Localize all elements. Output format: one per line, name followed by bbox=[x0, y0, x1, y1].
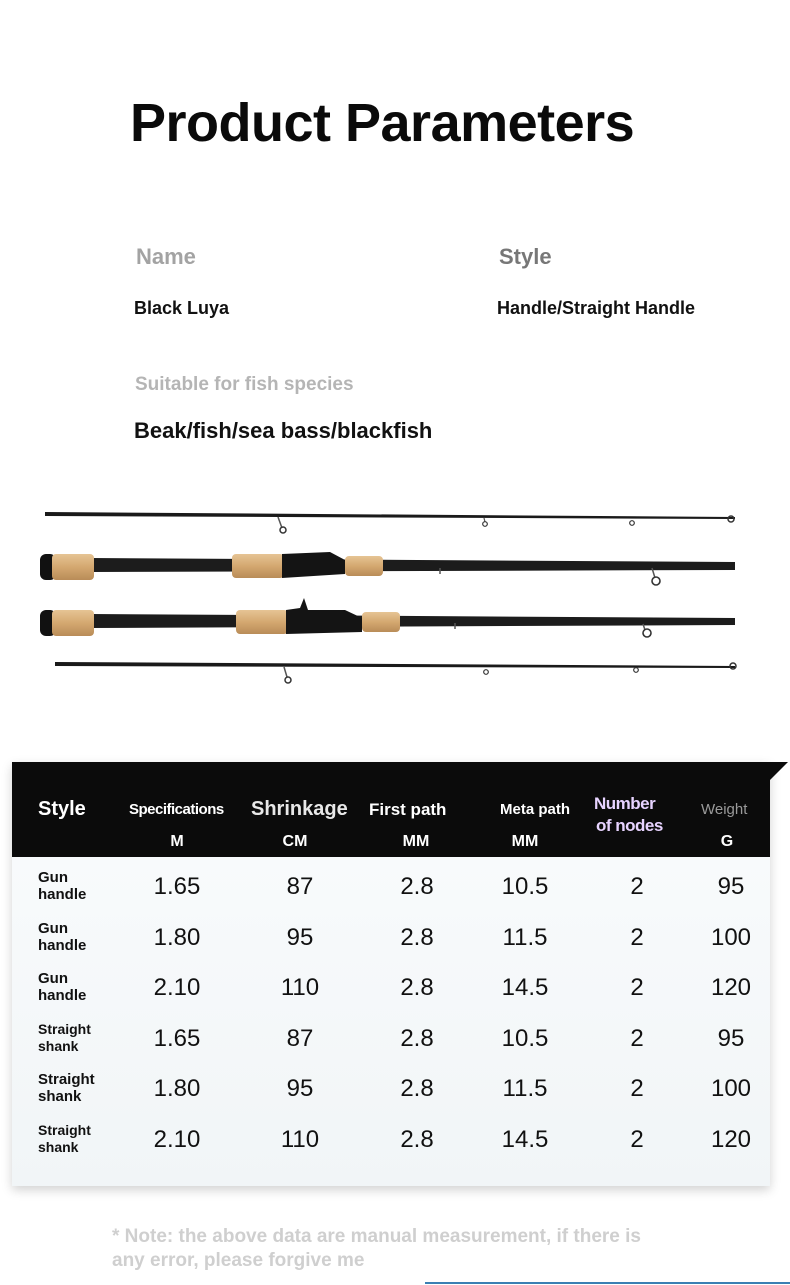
row-nodes: 2 bbox=[630, 1025, 644, 1052]
row-meta: 10.5 bbox=[501, 1025, 549, 1052]
header-specifications: Specifications bbox=[129, 801, 224, 818]
row-spec: 1.80 bbox=[153, 1075, 201, 1102]
row-weight: 95 bbox=[717, 873, 745, 900]
row-weight: 100 bbox=[710, 924, 752, 951]
row-shrink: 110 bbox=[280, 974, 320, 1001]
table-row bbox=[12, 962, 770, 1012]
header-weight: Weight bbox=[701, 801, 748, 818]
row-nodes: 2 bbox=[630, 924, 644, 951]
row-spec: 1.65 bbox=[153, 873, 201, 900]
row-meta: 11.5 bbox=[502, 1075, 548, 1102]
row-first: 2.8 bbox=[400, 1075, 434, 1102]
rod-tip-section-4 bbox=[55, 662, 736, 683]
fishing-rods-image bbox=[0, 490, 790, 700]
row-style: Gun handle bbox=[38, 869, 87, 903]
row-first: 2.8 bbox=[400, 873, 434, 900]
header-shrink-unit: CM bbox=[282, 833, 308, 850]
page-title: Product Parameters bbox=[130, 93, 635, 153]
rod-handle-section-2 bbox=[40, 552, 735, 585]
row-style: Straight shank bbox=[38, 1021, 91, 1054]
rod-tip-section-1 bbox=[45, 512, 735, 533]
parameters-table bbox=[12, 762, 770, 1186]
row-weight: 120 bbox=[710, 1126, 752, 1153]
table-row bbox=[12, 861, 770, 911]
table-header bbox=[12, 762, 770, 857]
row-first: 2.8 bbox=[400, 924, 434, 951]
header-nodes-line1: Number bbox=[594, 794, 656, 813]
row-meta: 14.5 bbox=[501, 1126, 549, 1153]
divider bbox=[425, 1282, 790, 1284]
row-style: Gun handle bbox=[38, 970, 87, 1004]
row-style: Gun handle bbox=[38, 920, 87, 954]
style-label: Style bbox=[499, 244, 552, 269]
row-nodes: 2 bbox=[630, 873, 644, 900]
row-meta: 10.5 bbox=[501, 873, 549, 900]
row-shrink: 95 bbox=[286, 1075, 314, 1102]
header-meta-path: Meta path bbox=[500, 801, 571, 818]
row-weight: 95 bbox=[717, 1025, 745, 1052]
row-nodes: 2 bbox=[630, 1126, 644, 1153]
row-spec: 2.10 bbox=[153, 974, 201, 1001]
header-spec-unit: M bbox=[170, 833, 184, 850]
header-weight-unit: G bbox=[720, 833, 734, 850]
row-nodes: 2 bbox=[630, 1075, 644, 1102]
header-first-unit: MM bbox=[402, 833, 430, 850]
row-nodes: 2 bbox=[630, 974, 644, 1001]
row-weight: 100 bbox=[710, 1075, 752, 1102]
header-nodes-line2: of nodes bbox=[596, 816, 663, 835]
row-style: Straight shank bbox=[38, 1071, 95, 1105]
table-row bbox=[12, 1013, 770, 1063]
row-shrink: 87 bbox=[286, 873, 314, 900]
header-shrinkage: Shrinkage bbox=[251, 798, 348, 820]
row-shrink: 95 bbox=[286, 924, 314, 951]
row-meta: 14.5 bbox=[501, 974, 549, 1001]
row-spec: 2.10 bbox=[153, 1126, 201, 1153]
species-label: Suitable for fish species bbox=[135, 374, 354, 395]
row-spec: 1.65 bbox=[153, 1025, 201, 1052]
rod-handle-section-3 bbox=[40, 598, 735, 637]
name-value: Black Luya bbox=[134, 298, 230, 318]
row-shrink: 87 bbox=[286, 1025, 314, 1052]
row-spec: 1.80 bbox=[153, 924, 201, 951]
row-shrink: 110 bbox=[280, 1126, 320, 1153]
species-value: Beak/fish/sea bass/blackfish bbox=[134, 418, 433, 443]
row-weight: 120 bbox=[710, 974, 752, 1001]
style-value: Handle/Straight Handle bbox=[497, 298, 696, 318]
row-first: 2.8 bbox=[400, 1025, 434, 1052]
row-first: 2.8 bbox=[400, 974, 434, 1001]
name-label: Name bbox=[136, 244, 196, 269]
header-first-path: First path bbox=[369, 800, 447, 819]
row-first: 2.8 bbox=[400, 1126, 434, 1153]
table-row bbox=[12, 912, 770, 962]
row-meta: 11.5 bbox=[502, 924, 548, 951]
row-style: Straight shank bbox=[38, 1122, 91, 1155]
table-row bbox=[12, 1114, 770, 1164]
header-style: Style bbox=[38, 798, 86, 820]
disclaimer-note: * Note: the above data are manual measurement, if there is any error, please forgive me bbox=[112, 1226, 642, 1271]
header-meta-unit: MM bbox=[511, 833, 539, 850]
table-row bbox=[12, 1063, 770, 1113]
